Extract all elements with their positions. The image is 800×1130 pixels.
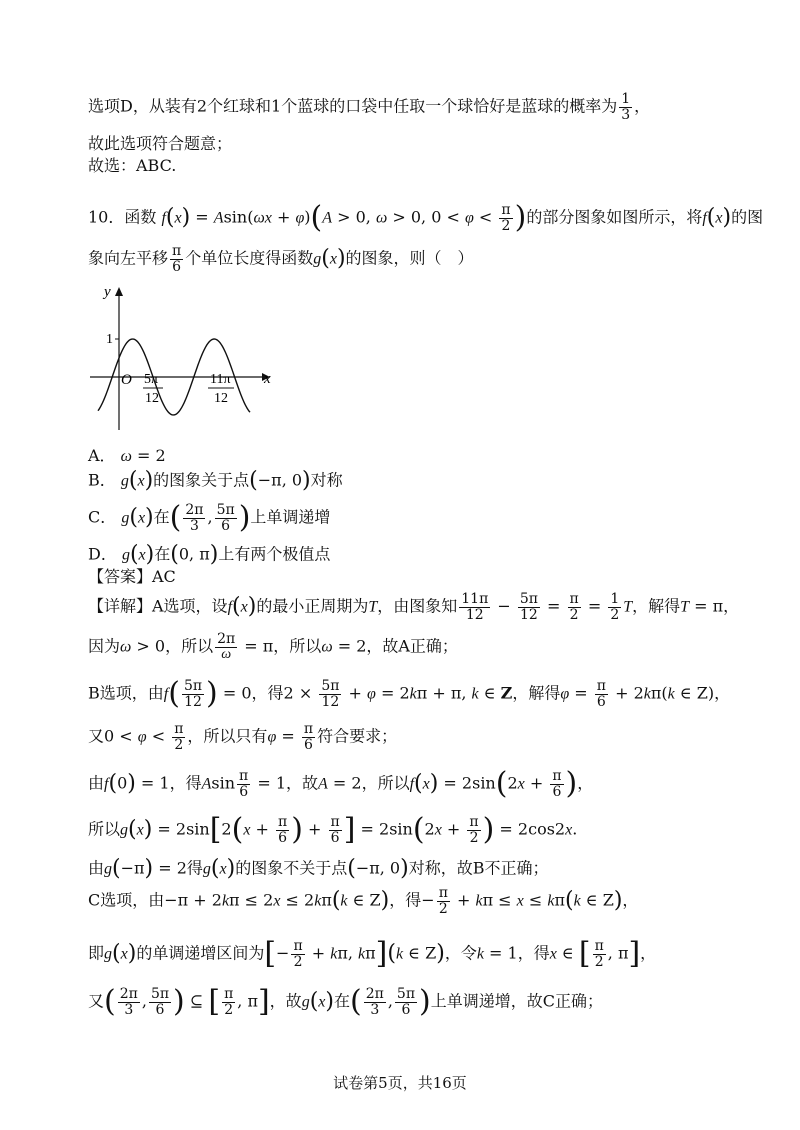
function-expression: f (161, 209, 166, 227)
detail-line4: 又0 < φ < $\frac{\pi}{2}$ ，所以只有φ = $\frac{\pi}{6}$ 符合要求； (88, 721, 398, 753)
y-tick-label: 1 (106, 332, 113, 347)
detail-line5: 由f(0) = 1，得Asin $\frac{\pi}{6}$ = 1，故A = 2，所以f(x) = 2sin(2x + $\frac{\pi}{6}$ )， (88, 766, 594, 801)
tick1-numerator: 5π (144, 372, 159, 387)
detail-line1: 【详解】A选项，设f(x)的最小正周期为T，由图象知 $\frac{11\pi}{12}$ − $\frac{5\pi}{12}$ = $\frac{\pi}{2}$ = $\frac{1}{2}$ T，解得T = π， (88, 591, 740, 623)
page-footer: 试卷第5页，共16页 (333, 1074, 467, 1092)
choice-line: 故选：ABC. (88, 156, 177, 175)
detail-line9: 即g(x)的单调递增区间为[− $\frac{\pi}{2}$ + kπ, kπ](k ∈ Z)，令k = 1，得x ∈ [ $\frac{\pi}{2}$ , π]， (88, 936, 657, 971)
tick1-denominator: 12 (145, 391, 159, 406)
option-d: D． g(x)在(0, π)上有两个极值点 (88, 542, 331, 567)
x-axis-label: x (264, 371, 271, 387)
option-d-line: 选项D，从装有2个红球和1个蓝球的口袋中任取一个球恰好是蓝球的概率为 $\frac{1}{3}$ ， (88, 91, 651, 123)
origin-label: O (121, 372, 132, 388)
question-10-line2: 象向左平移 $\frac{\pi}{6}$ 个单位长度得函数g(x)的图象，则（ ） (88, 243, 474, 275)
detail-line3: B选项，由f( $\frac{5\pi}{12}$ ) = 0，得2 × $\frac{5\pi}{12}$ + φ = 2kπ + π, k ∈ Z，解得φ = $\frac{\pi}{6}$ + 2kπ(k ∈ Z)， (88, 676, 731, 711)
sine-graph (88, 284, 278, 434)
option-b: B． g(x)的图象关于点(−π, 0)对称 (88, 468, 343, 493)
option-c: C． g(x)在( $\frac{2\pi}{3}$ , $\frac{5\pi}{6}$ )上单调递增 (88, 500, 331, 535)
detail-line8: C选项，由−π + 2kπ ≤ 2x ≤ 2kπ(k ∈ Z)，得− $\frac{\pi}{2}$ + kπ ≤ x ≤ kπ(k ∈ Z)， (88, 885, 639, 917)
detail-line10: 又( $\frac{2\pi}{3}$ , $\frac{5\pi}{6}$ ) ⊆ [ $\frac{\pi}{2}$ , π]，故g(x)在( $\frac{2\pi}{3}$ , $\frac{5\pi}{6}$ )上单调递增，故C正确； (88, 984, 603, 1019)
detail-line2: 因为ω > 0，所以 $\frac{2\pi}{\omega}$ = π，所以ω = 2，故A正确； (88, 631, 458, 662)
detail-line6: 所以g(x) = 2sin[2(x + $\frac{\pi}{6}$ ) + $\frac{\pi}{6}$ ] = 2sin(2x + $\frac{\pi}{2}$ ) = 2cos2x. (88, 812, 578, 847)
y-axis-label: y (104, 284, 111, 300)
question-10-line1: 10．函数 f(x) = Asin(ωx + φ)(A > 0, ω > 0, 0 < φ < $\frac{\pi}{2}$ )的部分图象如图所示，将f(x)的图 (88, 200, 764, 235)
option-a: A． ω = 2 (88, 446, 166, 465)
tick2-numerator: 11π (210, 372, 231, 387)
tick2-denominator: 12 (214, 391, 228, 406)
conclusion-line: 故此选项符合题意； (88, 134, 233, 153)
fraction-one-third: $\frac{1}{3}$ (621, 91, 631, 123)
answer-line: 【答案】AC (88, 567, 176, 586)
detail-line7: 由g(−π) = 2得g(x)的图象不关于点(−π, 0)对称，故B不正确； (88, 856, 549, 881)
